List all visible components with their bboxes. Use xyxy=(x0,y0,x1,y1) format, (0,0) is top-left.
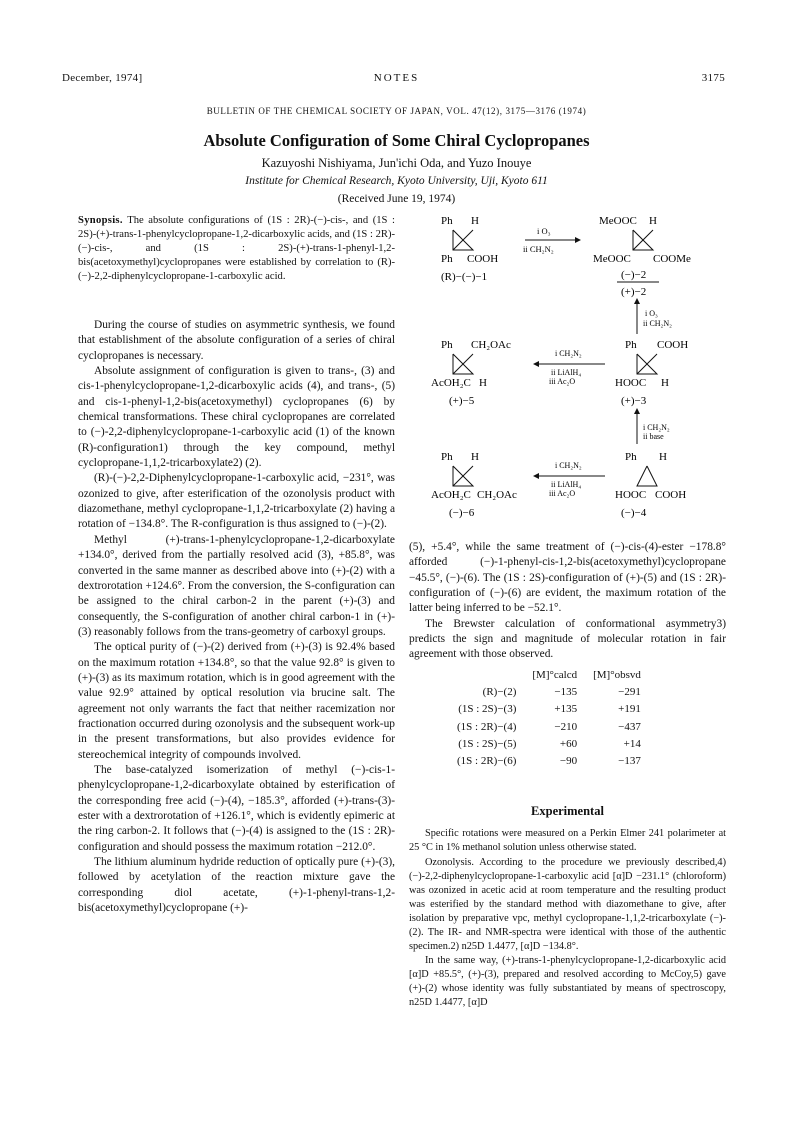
arrow-ozonolysis-1 xyxy=(523,226,581,254)
table-cell: (1S : 2S)−(3) xyxy=(458,703,517,716)
compound-label: (+)−5 xyxy=(449,395,475,407)
paragraph: (5), +5.4°, while the same treatment of (−)-cis-(4)-ester −178.8° afforded (−)-1-phenyl-cis-1,2-bis(acetoxymethyl)cyclopropane −45.5°, (−)-(6). The (1S : 2S)-configuration of (+)-(5) and (1S : 2R)-configuration of (−)-(6) are evident, the maximum rotation of the latter being inferred to be −52.1°. xyxy=(409,541,726,615)
table-cell: −135 xyxy=(554,686,578,699)
table-header: [M]°obsvd xyxy=(593,668,641,681)
svg-text:iii Ac₂O: iii Ac₂O xyxy=(549,489,576,498)
arrow-reduction-trans xyxy=(533,349,605,386)
svg-text:ii LiAlH₄: ii LiAlH₄ xyxy=(551,480,582,489)
table-row xyxy=(449,701,649,718)
running-section: NOTES xyxy=(373,72,420,84)
table-header xyxy=(449,667,524,684)
svg-text:H: H xyxy=(471,215,479,227)
page-number: 3175 xyxy=(701,72,725,84)
reaction-scheme xyxy=(409,210,726,538)
svg-text:H: H xyxy=(659,451,667,463)
paragraph: The optical purity of (−)-(2) derived from (+)-(3) is 92.4% based on the maximum rotation +134.8°, so that the value 92.8° is given to (+)-(3) as its maximum rotation, which is in good agreement with the value 92.9° attained by optical resolution via brucine salt. The agreement not only warrants the fact that neither racemization nor fractionation occurred during ozonolysis and the subsequent work-up in the present transformations, but also provides evidence for stereochemical integrity of compounds involved. xyxy=(78,641,395,761)
arrow-isomerization xyxy=(634,408,670,444)
compound-3-structure xyxy=(615,339,688,407)
svg-text:H: H xyxy=(661,377,669,389)
svg-text:ii CH₂N₂: ii CH₂N₂ xyxy=(643,319,672,328)
table-cell: +135 xyxy=(554,703,578,716)
paragraph: The base-catalyzed isomerization of methyl (−)-cis-1-phenylcyclopropane-1,2-dicarboxylate obtained by esterification of the corresponding free acid (−)-(4), −185.3°, afforded (+)-trans-(3)-ester with a dextrorotation of +126.1°, which is evidently epimeric at the ring carbon-2. It follows that (−)-(4) is assigned to the (1S : 2R)-configuration and should possess the maximum rotation −212.0°. xyxy=(78,763,395,853)
paragraph: The Brewster calculation of conformational asymmetry3) predicts the sign and magnitude of molecular rotation in fair agreement with those observed. xyxy=(409,617,726,661)
compound-1-structure xyxy=(441,215,498,283)
svg-text:Ph: Ph xyxy=(441,451,453,463)
section-heading: Experimental xyxy=(531,804,604,818)
paragraph: (R)-(−)-2,2-Diphenylcyclopropane-1-carboxylic acid, −231°, was ozonized to give, after esterification of the ozonolysis product with diazomethane, methyl cyclopropane-1,1,2-tricarboxylate (2) having a rotation of −134.8°. The R-configuration is thus assigned to (−)-(2). xyxy=(78,472,395,531)
compound-label: (R)−(−)−1 xyxy=(441,271,488,283)
table-cell: −90 xyxy=(559,755,578,768)
svg-text:HOOC: HOOC xyxy=(615,489,647,501)
table-row xyxy=(449,736,649,753)
table-cell: −291 xyxy=(618,686,641,699)
svg-text:AcOH₂C: AcOH₂C xyxy=(431,377,471,389)
svg-text:Ph: Ph xyxy=(625,451,637,463)
svg-text:Ph: Ph xyxy=(625,339,637,351)
svg-text:HOOC: HOOC xyxy=(615,377,647,389)
paragraph: Methyl (+)-trans-1-phenylcyclopropane-1,2-dicarboxylate +134.0°, derived from the partially resolved acid (3), +85.8°, was converted in the same manner as described above into (+)-(2) with a dextrorotation +124.6°. From the conversion, the S-configuration can be assigned to the chiral carbon-2 in the parent (+)-(3) and consequently, the S-configuration of another chiral carbon-1 in (+)-(3) reasonably follows from the trans-geometry of carboxyl groups. xyxy=(78,533,395,638)
svg-text:CH₂OAc: CH₂OAc xyxy=(471,339,511,351)
svg-text:H: H xyxy=(649,215,657,227)
table-cell: (1S : 2S)−(5) xyxy=(458,738,517,751)
svg-text:i O₃: i O₃ xyxy=(645,309,658,318)
compound-label: (−)−2 xyxy=(621,269,647,281)
paragraph: Ozonolysis. According to the procedure we previously described,4) (−)-2,2-diphenylcyclopropane-1-carboxylic acid [α]D −231.1° (chloroform) was ozonized in acetic acid at room temperature and the resulting product was esterified by the standard method with diazomethane to give, after isolation by preparative vpc, methyl cyclopropane-1,1,2-tricarboxylate (−)-(2). The IR- and NMR-spectra were identical with those of the authentic specimen.2) n25D 1.4477, [α]D −134.8°. xyxy=(409,856,726,953)
svg-text:Ph: Ph xyxy=(441,215,453,227)
svg-text:COOH: COOH xyxy=(467,253,499,265)
svg-text:iii Ac₂O: iii Ac₂O xyxy=(549,377,576,386)
table-row xyxy=(449,684,649,701)
received-date: (Received June 19, 1974) xyxy=(337,193,456,205)
svg-text:i CH₂N₂: i CH₂N₂ xyxy=(643,423,670,432)
table-cell: −210 xyxy=(554,720,578,733)
compound-6-structure xyxy=(431,451,517,519)
paragraph: In the same way, (+)-trans-1-phenylcyclopropane-1,2-dicarboxylic acid [α]D +85.5°, (+)-(3), prepared and resolved according to McCoy,5) gave (+)-(2) whose identity was fully substantiated by means of spectroscopy, n25D 1.4477, [α]D xyxy=(409,955,726,1009)
svg-text:ii LiAlH₄: ii LiAlH₄ xyxy=(551,368,582,377)
compound-label: (−)−6 xyxy=(449,507,475,519)
table-cell: −437 xyxy=(618,720,641,733)
table-row xyxy=(449,719,649,736)
svg-text:Ph: Ph xyxy=(441,339,453,351)
compound-4-structure xyxy=(615,451,686,519)
table-cell: +60 xyxy=(559,738,578,751)
running-date: December, 1974] xyxy=(62,72,143,84)
paragraph: Absolute assignment of configuration is given to trans-, (3) and cis-1-phenylcyclopropane-1,2-dicarboxylic acids (4), and trans-, (5) and cis-1-phenyl-1,2-bis(acetoxymethyl) cyclopropanes (6) by chemical transformations. These chiral cyclopropanes are correlated to (−)-2,2-diphenylcyclopropane-1-carboxylic acid (1) of the known (R)-configuration1) through the key compound, methyl cyclopropane-1,1,2-tricarboxylate2) (2). xyxy=(78,365,395,470)
svg-text:COOMe: COOMe xyxy=(653,253,691,265)
paragraph: The lithium aluminum hydride reduction of optically pure (+)-(3), followed by acetylation of the reaction mixture gave the corresponding diol acetate, (+)-1-phenyl-trans-1,2-bis(acetoxymethyl)cyclopropane (+)- xyxy=(78,856,395,915)
synopsis-text: The absolute configurations of (1S : 2R)-(−)-cis-, and (1S : 2S)-(+)-trans-1-phenylcyclopropane-1,2-dicarboxylic acids, and (1S : 2R)-(−)-cis-, and (1S : 2S)-(+)-trans-1-phenyl-1,2-bis(acetoxymethyl)cyclopropanes were established by correlation to (R)-(−)-2,2-diphenylcyclopropane-1-carboxylic acid. xyxy=(78,215,395,283)
svg-text:H: H xyxy=(479,377,487,389)
author-list: Kazuyoshi Nishiyama, Jun'ichi Oda, and Yuzo Inouye xyxy=(261,156,532,170)
table-cell: −137 xyxy=(618,755,641,768)
paper-title: Absolute Configuration of Some Chiral Cyclopropanes xyxy=(203,131,590,150)
paragraph: During the course of studies on asymmetric synthesis, we found that establishment of the absolute configuration of a series of chiral cyclopropanes is necessary. xyxy=(78,319,395,362)
table-row xyxy=(449,753,649,770)
svg-text:i CH₂N₂: i CH₂N₂ xyxy=(555,461,582,470)
table-header-row xyxy=(449,667,649,684)
compound-5-structure xyxy=(431,339,511,407)
table-cell: (1S : 2R)−(6) xyxy=(457,755,517,768)
table-cell: +14 xyxy=(623,738,641,751)
svg-text:H: H xyxy=(471,451,479,463)
svg-text:ii base: ii base xyxy=(643,432,664,441)
compound-label: (−)−4 xyxy=(621,507,647,519)
table-header: [M]°calcd xyxy=(532,668,578,681)
arrow-reduction-cis xyxy=(533,461,605,498)
table-cell: (1S : 2R)−(4) xyxy=(457,720,517,733)
experimental-section xyxy=(409,804,726,1011)
paragraph: Specific rotations were measured on a Perkin Elmer 241 polarimeter at 25 °C in 1% methanol solution unless otherwise stated. xyxy=(409,828,726,854)
svg-text:COOH: COOH xyxy=(655,489,687,501)
rotation-table xyxy=(449,667,649,771)
svg-text:COOH: COOH xyxy=(657,339,689,351)
svg-text:AcOH₂C: AcOH₂C xyxy=(431,489,471,501)
affiliation: Institute for Chemical Research, Kyoto University, Uji, Kyoto 611 xyxy=(245,175,548,187)
compound-label: (+)−2 xyxy=(621,286,647,298)
svg-text:ii CH₂N₂: ii CH₂N₂ xyxy=(523,244,554,254)
svg-text:MeOOC: MeOOC xyxy=(593,253,631,265)
synopsis xyxy=(78,214,395,284)
arrow-ozonolysis-3 xyxy=(634,298,672,334)
svg-text:i O₃: i O₃ xyxy=(537,226,551,236)
table-cell: (R)−(2) xyxy=(482,686,517,699)
compound-2-structure xyxy=(593,215,691,298)
right-body xyxy=(409,540,726,771)
left-body xyxy=(78,318,395,916)
svg-text:MeOOC: MeOOC xyxy=(599,215,637,227)
svg-text:i CH₂N₂: i CH₂N₂ xyxy=(555,349,582,358)
compound-label: (+)−3 xyxy=(621,395,647,407)
svg-text:Ph: Ph xyxy=(441,253,453,265)
journal-citation: BULLETIN OF THE CHEMICAL SOCIETY OF JAPAN, VOL. 47(12), 3175—3176 (1974) xyxy=(206,106,587,116)
synopsis-label: Synopsis. xyxy=(78,215,123,226)
table-cell: +191 xyxy=(618,703,641,716)
svg-text:CH₂OAc: CH₂OAc xyxy=(477,489,517,501)
